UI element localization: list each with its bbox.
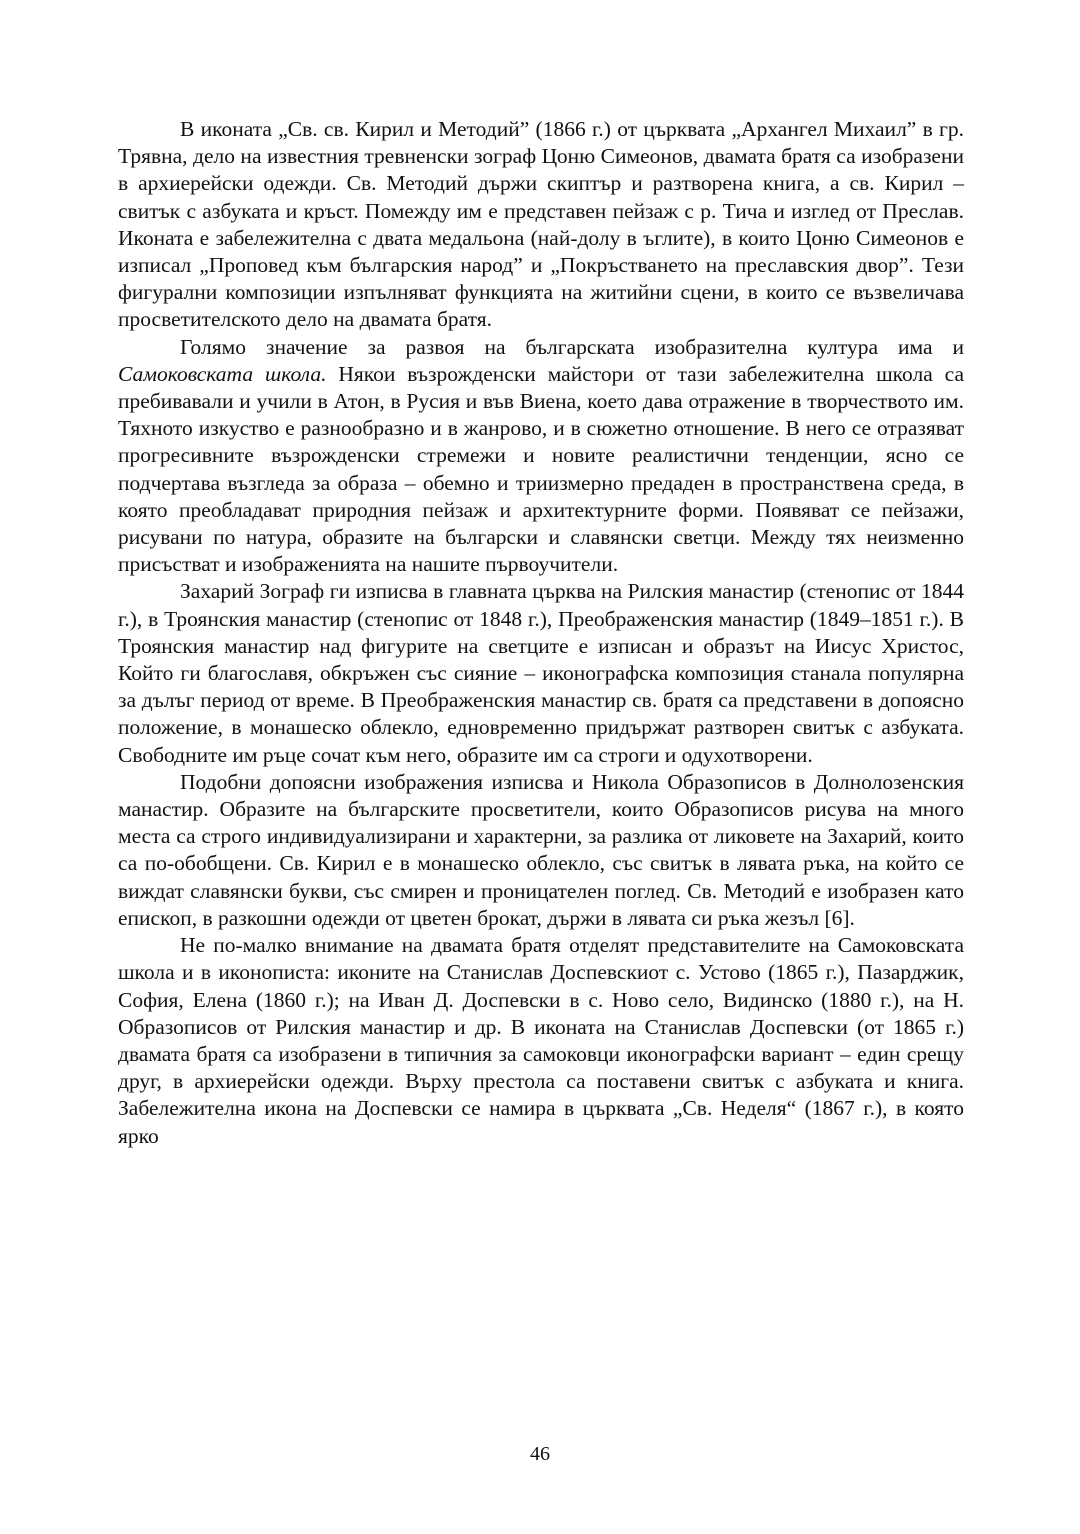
paragraph-2 bbox=[118, 334, 964, 579]
page-number: 46 bbox=[530, 1443, 550, 1465]
paragraph-2-lead: Голямо значение за развоя на българската изобразителна култура има и bbox=[180, 334, 964, 359]
paragraph-2-emphasis: Самоковската школа. bbox=[118, 361, 327, 386]
paragraph-5: Не по-малко внимание на двамата братя отделят представителите на Самоковската школа и в иконописта: иконите на Станислав Доспевскиот с. Устово (1865 г.), Пазарджик, София, Елена (1860 г.); на Иван Д. Доспевски в с. Ново село, Видинско (1880 г.), на Н. Образописов от Рилския манастир и др. В иконата на Станислав Доспевски (от 1865 г.) двамата братя са изобразени в типичния за самоковци иконографски вариант – един срещу друг, в архиерейски одежди. Върху престола са поставени свитък с азбуката и книга. Забележителна икона на Доспевски се намира в църквата „Св. Неделя“ (1867 г.), в която ярко bbox=[118, 933, 964, 1148]
paragraph-1: В иконата „Св. св. Кирил и Методий” (1866 г.) от църквата „Архангел Михаил” в гр. Трявна, дело на известния тревненски зограф Цоню Симеонов, двамата братя са изобразени в архиерейски одежди. Св. Методий държи скиптър и разтворена книга, а св. Кирил – свитък с азбуката и кръст. Помежду им е представен пейзаж с р. Тича и изглед от Преслав. Иконата е забележителна с двата медальона (най-долу в ъглите), в които Цоню Симеонов е изписал „Проповед към българския народ” и „Покръстването на преславския двор”. Тези фигурални композиции изпълняват функцията на житийни сцени, в които се възвеличава просветителското дело на двамата братя. bbox=[118, 117, 964, 332]
document-body bbox=[118, 116, 964, 1150]
paragraph-4: Подобни допоясни изображения изписва и Никола Образописов в Долнолозенския манастир. Образите на българските просветители, които Образописов рисува на много места са строго индивидуализирани и характерни, за разлика от ликовете на Захарий, които са по-обобщени. Св. Кирил е в монашеско облекло, със свитък в лявата ръка, на който се виждат славянски букви, със смирен и проницателен поглед. Св. Методий е изобразен като епископ, в разкошни одежди от цветен брокат, държи в лявата си ръка жезъл [6]. bbox=[118, 769, 964, 930]
paragraph-2-rest: Някои възрожденски майстори от тази забележителна школа са пребивавали и учили в Атон, в Русия и във Виена, което дава отражение в творчеството им. Тяхното изкуство е разнообразно и в жанрово, и в сюжетно отношение. В него се отразяват прогресивните възрожденски стремежи и новите реалистични тенденции, ясно се подчертава възгледа за образа – обемно и триизмерно предаден в пространствена среда, в която преобладават природния пейзаж и архитектурните форми. Появяват се пейзажи, рисувани по натура, образите на български и славянски светци. Между тях неизменно присъстват и изображенията на нашите първоучители. bbox=[118, 361, 964, 577]
paragraph-3: Захарий Зограф ги изписва в главната църква на Рилския манастир (стенопис от 1844 г.), в Троянския манастир (стенопис от 1848 г.), Преображенския манастир (1849–1851 г.). В Троянския манастир над фигурите на светците е изписан и образът на Иисус Христос, Който ги благославя, обкръжен със сияние – иконографска композиция станала популярна за дълъг период от време. В Преображенския манастир св. братя са представени в допоясно положение, в монашеско облекло, едновременно придържат разтворен свитък с азбуката. Свободните им ръце сочат към него, образите им са строги и одухотворени. bbox=[118, 579, 964, 767]
